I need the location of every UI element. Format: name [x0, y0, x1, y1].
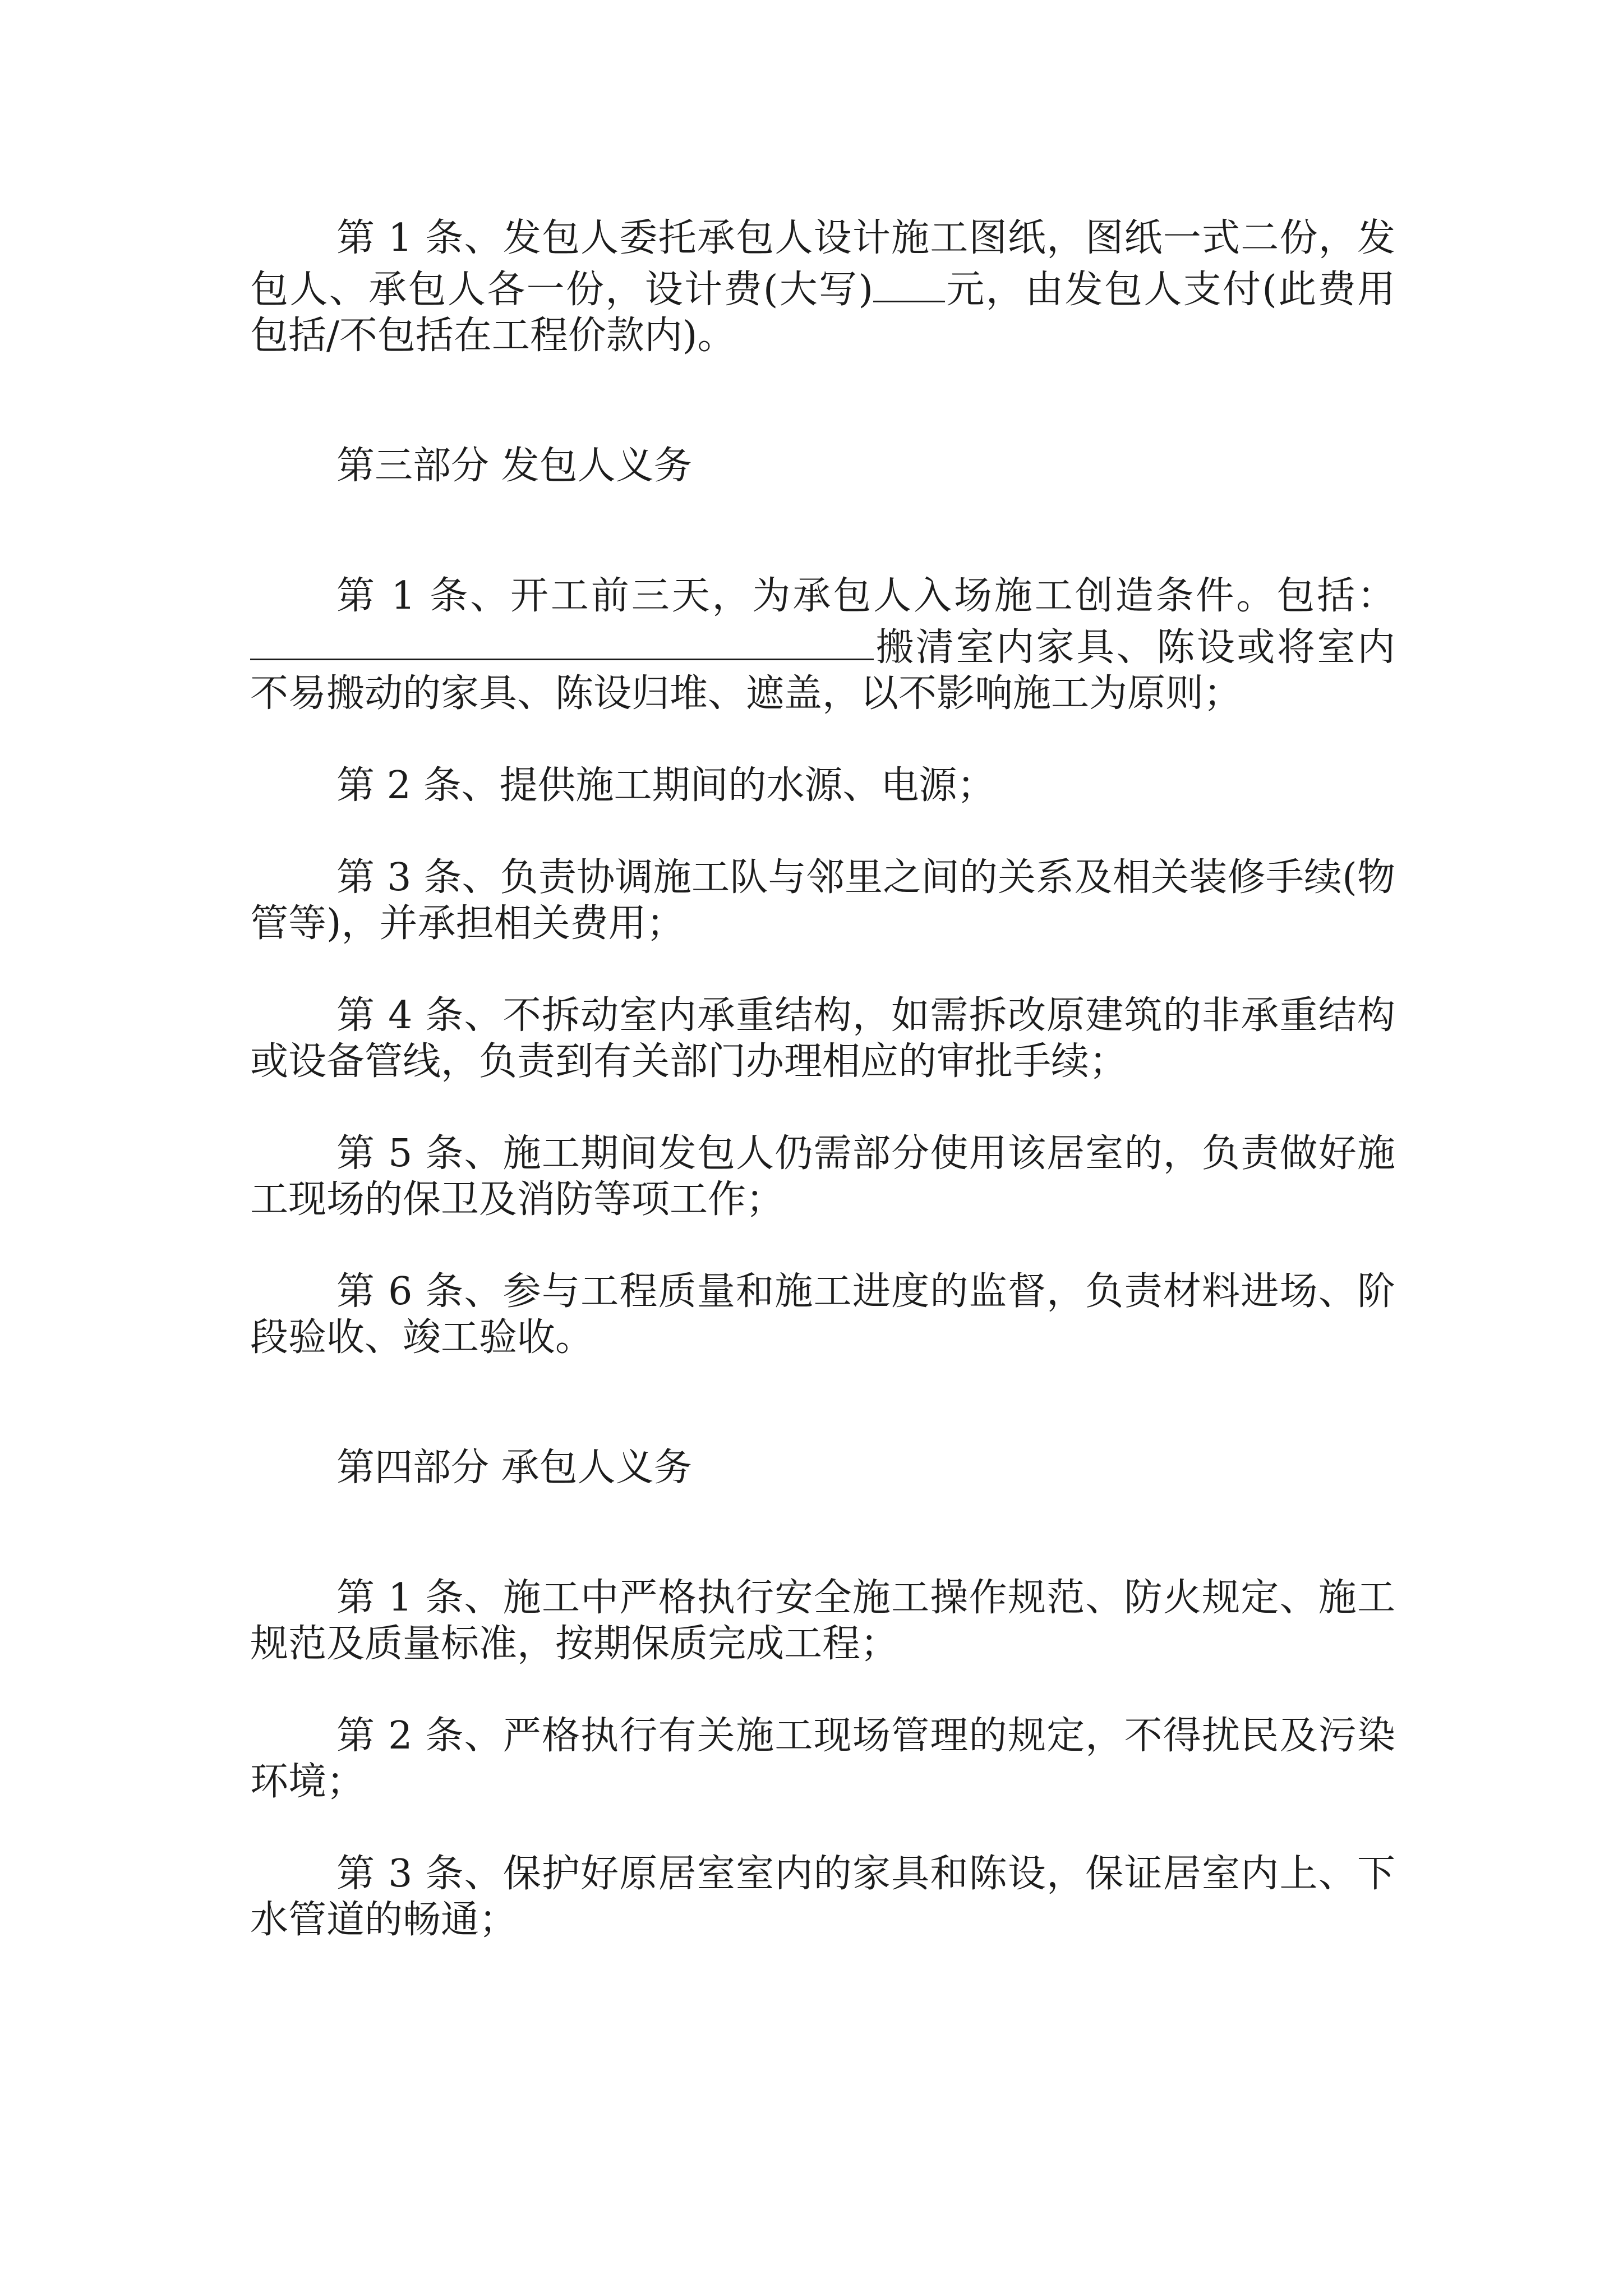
document-body: [250, 215, 1395, 1989]
clause-neighbor-coordination: 第 3 条、负责协调施工队与邻里之间的关系及相关装修手续(物管等)，并承担相关费用；: [250, 855, 1395, 946]
clause-text: 第 1 条、发包人委托承包人设计施工图纸，图纸一式二份，发包人、承包人各一份，设计费(大写): [250, 216, 1395, 312]
clause-text: 第 1 条、开工前三天，为承包人入场施工创造条件。包括：: [336, 574, 1395, 618]
clause-text: 搬清室内家具、陈设或将室内不易搬动的家具、陈设归堆、遮盖，以不影响施工为原则；: [250, 625, 1395, 716]
clause-protect-furniture: 第 3 条、保护好原居室室内的家具和陈设，保证居室内上、下水管道的畅通；: [250, 1852, 1395, 1942]
clause-water-power: 第 2 条、提供施工期间的水源、电源；: [336, 763, 995, 808]
fill-blank-site-preparation[interactable]: [250, 619, 874, 660]
fill-blank-design-fee[interactable]: [873, 261, 945, 302]
clause-load-bearing-structure: 第 4 条、不拆动室内承重结构，如需拆改原建筑的非承重结构或设备管线，负责到有关部门办理相应的审批手续；: [250, 993, 1395, 1084]
clause-site-management: 第 2 条、严格执行有关施工现场管理的规定，不得扰民及污染环境；: [250, 1714, 1395, 1804]
clause-safety-standards: 第 1 条、施工中严格执行安全施工操作规范、防火规定、施工规范及质量标准，按期保质完成工程；: [250, 1576, 1395, 1666]
clause-text: 元，由发包人支付(此费用包括/不包括在工程价款内)。: [250, 268, 1396, 358]
section-title-employer-duties: 第三部分 发包人义务: [336, 444, 692, 488]
clause-quality-supervision: 第 6 条、参与工程质量和施工进度的监督，负责材料进场、阶段验收、竣工验收。: [250, 1269, 1395, 1360]
clause-site-preparation: [250, 573, 1395, 763]
clause-design-fee: [250, 215, 1395, 405]
clause-site-security: 第 5 条、施工期间发包人仍需部分使用该居室的，负责做好施工现场的保卫及消防等项工作；: [250, 1131, 1395, 1222]
section-title-contractor-duties: 第四部分 承包人义务: [336, 1446, 692, 1490]
